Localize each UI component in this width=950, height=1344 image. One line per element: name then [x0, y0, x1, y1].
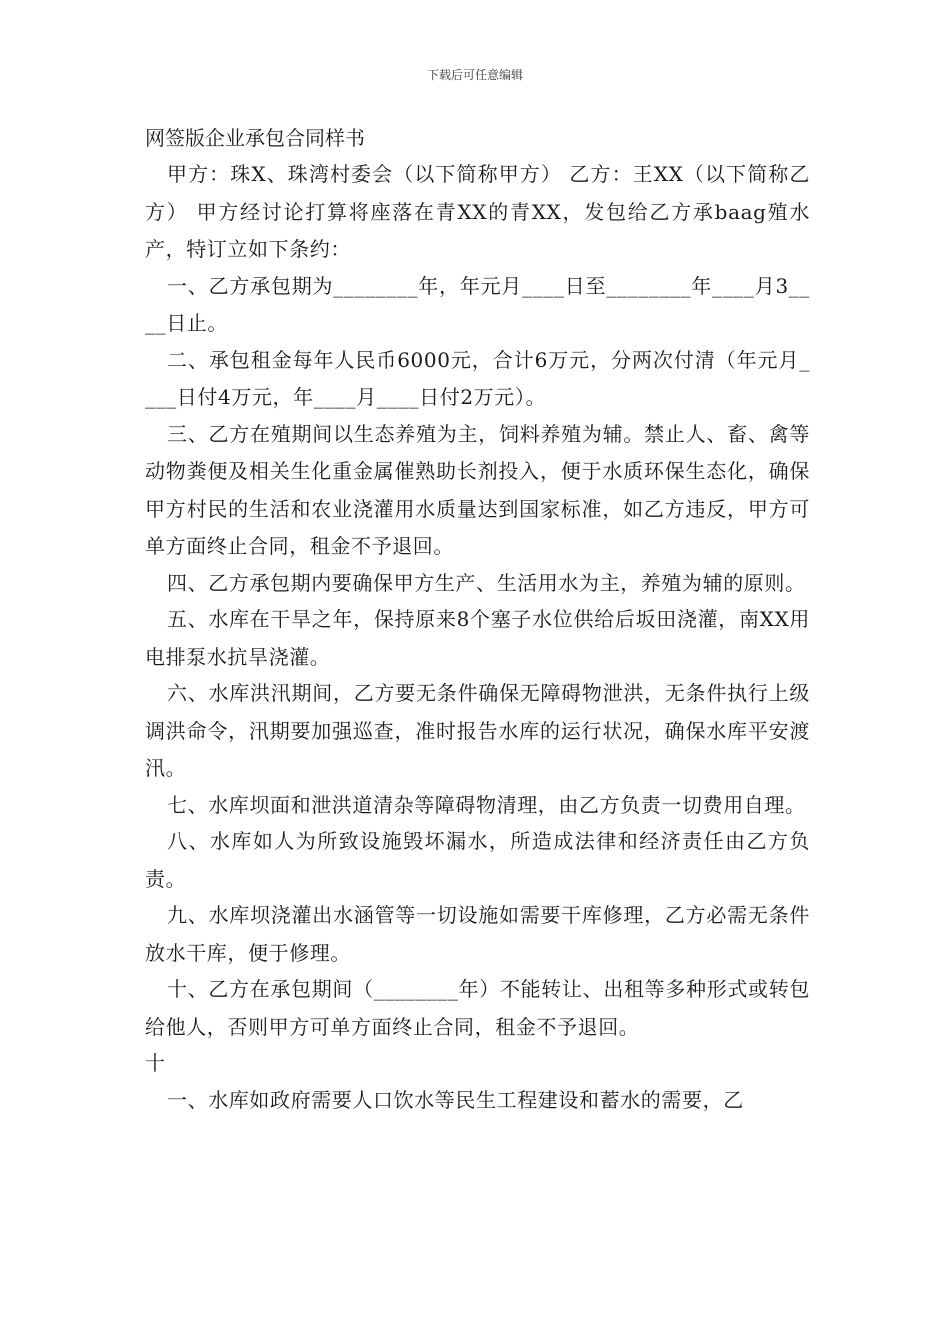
paragraph-clause-5: 五、水库在干旱之年，保持原来8个塞子水位供给后坂田浇灌，南XX用电排泵水抗旱浇灌。: [145, 607, 810, 669]
paragraph-clause-7: 七、水库坝面和泄洪道清杂等障碍物清理，由乙方负责一切费用自理。: [167, 792, 806, 817]
paragraph-clause-11: 一、水库如政府需要人口饮水等民生工程建设和蓄水的需要，乙: [167, 1087, 744, 1112]
paragraph-parties: 甲方：珠X、珠湾村委会（以下简称甲方） 乙方：王XX（以下简称乙方） 甲方经讨论打算将座落在青XX的青XX，发包给乙方承baag殖水产，特订立如下条约：: [145, 162, 810, 261]
paragraph-clause-11-number: 十: [145, 1051, 166, 1075]
paragraph-clause-9: 九、水库坝浇灌出水涵管等一切设施如需要干库修理，乙方必需无条件放水干库，便于修理。: [145, 903, 810, 965]
paragraph-clause-8: 八、水库如人为所致设施毁坏漏水，所造成法律和经济责任由乙方负责。: [145, 829, 810, 891]
document-body: [145, 120, 810, 1118]
paragraph-clause-2: 二、承包租金每年人民币6000元，合计6万元，分两次付清（年元月____日付4万元，年____月____日付2万元）。: [145, 347, 810, 409]
paragraph-clause-1: 一、乙方承包期为________年，年元月____日至________年____月3____日止。: [145, 273, 810, 335]
paragraph-clause-4: 四、乙方承包期内要确保甲方生产、生活用水为主，养殖为辅的原则。: [167, 570, 806, 595]
document-title: 网签版企业承包合同样书: [145, 126, 365, 150]
paragraph-clause-10: 十、乙方在承包期间（________年）不能转让、出租等多种形式或转包给他人，否则甲方可单方面终止合同，租金不予退回。: [145, 977, 810, 1039]
paragraph-clause-3: 三、乙方在殖期间以生态养殖为主，饲料养殖为辅。禁止人、畜、禽等动物粪便及相关生化重金属催熟助长剂投入，便于水质环保生态化，确保甲方村民的生活和农业浇灌用水质量达到国家标准，如乙方违反，甲方可单方面终止合同，租金不予退回。: [145, 421, 810, 558]
page-header: 下载后可任意编辑: [426, 68, 523, 82]
paragraph-clause-6: 六、水库洪汛期间，乙方要无条件确保无障碍物泄洪，无条件执行上级调洪命令，汛期要加强巡查，准时报告水库的运行状况，确保水库平安渡汛。: [145, 681, 810, 780]
